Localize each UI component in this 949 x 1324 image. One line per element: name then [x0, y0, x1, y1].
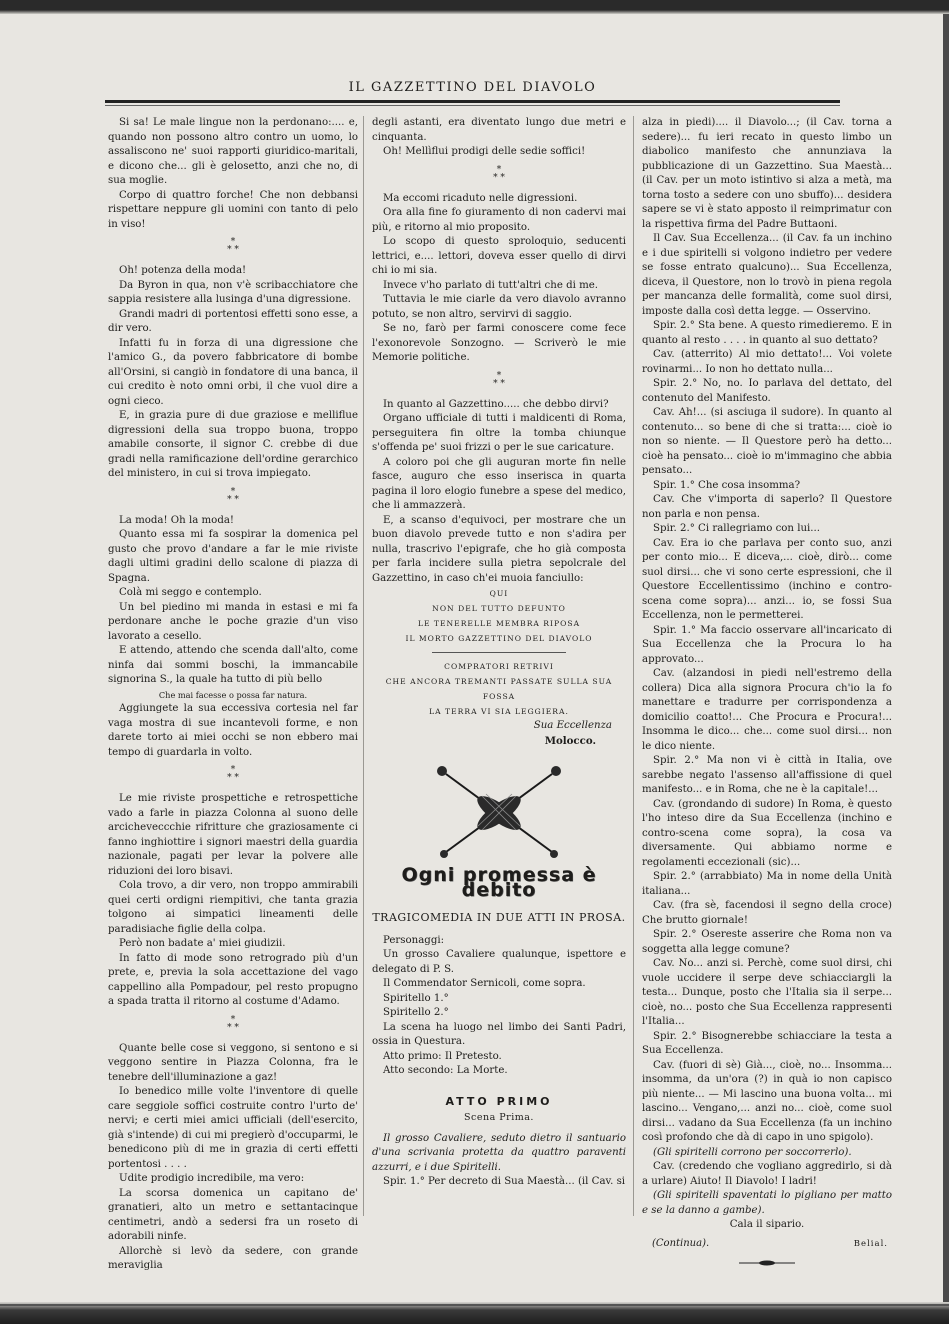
paragraph: Colà mi seggo e contemplo. [119, 587, 262, 598]
page-top-edge [0, 0, 949, 14]
asterism-ornament: * * * [227, 486, 239, 505]
scene-heading: Scena Prima. [464, 1112, 534, 1123]
crossed-tridents-icon [424, 762, 574, 862]
paragraph: Io benedico mille volte l'inventore di quelle care seggiole soffici costruite contro l'urto de' nervi; e certi miei amici ufficiali (dell'esercito, già s'intende) di cui mi pregierò d'occuparmi, le benedicono più di me in grazia di certi effetti portentosi . . . . [108, 1086, 358, 1170]
paragraph: Grandi madri di portentosi effetti sono esse, a dir vero. [108, 308, 358, 334]
signature-name: Molocco. [544, 734, 596, 747]
paragraph: Lo scopo di questo sproloquio, seducenti lettrici, e.... lettori, doveva esser quello di dirvi chi io mi sia. [372, 236, 626, 276]
paragraph: Un bel piedino mi manda in estasi e mi fa perdonare anche le poche grazie d'un viso lavorato a cesello. [108, 601, 358, 642]
dialogue-line: Cav. Ah!... (si asciuga il sudore). In quanto al contenuto... so bene di che si tratta:... cioè io non so niente. — Il Questore però ha detto... cioè ha pensato... cioè io m'immagino che abbia pensato... [642, 407, 892, 476]
paragraph: Invece v'ho parlato di tutt'altri che di me. [383, 279, 599, 291]
masthead-rule-thin [105, 105, 840, 106]
dialogue-line: Cav. (grondando di sudore) In Roma, è questo l'ho inteso dire da Sua Eccellenza (inchino e contro-scena come sopra), la cosa va diversamente. Qui abbiamo norme e regolamenti eccezionali (sic)... [642, 798, 892, 868]
cast-entry: Un grosso Cavaliere qualunque, ispettore e delegato di P. S. [372, 949, 626, 975]
stage-direction: (Gli spiritelli corrono per soccorrerlo). [653, 1146, 852, 1158]
epigraph-divider [432, 652, 566, 653]
cast-entry: Il Commendator Sernicoli, come sopra. [383, 978, 586, 989]
column-3 [642, 116, 892, 1267]
page-right-edge [943, 14, 949, 1314]
cast-entry: Spiritello 2.° [383, 1007, 449, 1018]
epigraph-line: COMPRATORI RETRIVI [444, 662, 554, 671]
paragraph: Da Byron in qua, non v'è scribacchiatore che sappia resistere alla lusinga d'una digressione. [108, 279, 358, 305]
dialogue-line: alza in piedi).... il Diavolo...; (il Cav. torna a sedere)... fu ieri recato in questo limbo un diabolico manifesto che annunziava la pubblicazione di un Gazzettino. Sua Maestà... (il Cav. per un moto istintivo si alza a metà, ma torna tosto a sedere con uno sbuffo)... desidera sapere se vi è stato apposto il reimprimatur con la rispettiva firma del Padre Buttaoni. [642, 117, 892, 230]
play-subtitle: TRAGICOMEDIA IN DUE ATTI IN PROSA. [372, 911, 626, 924]
dialogue-line: Cav. (credendo che vogliano aggredirlo, si dà a urlare) Aiuto! Il Diavolo! I ladri! [642, 1161, 892, 1187]
epigraph-line: QUI [489, 589, 509, 598]
act-heading: ATTO PRIMO [445, 1094, 553, 1108]
continua-label: (Continua). [652, 1237, 710, 1249]
paragraph: Oh! potenza della moda! [119, 265, 247, 276]
paragraph: Allorchè si levò da sedere, con grande meraviglia [108, 1245, 358, 1271]
column-separator [363, 116, 364, 1216]
paragraph: E attendo, attendo che scenda dall'alto, come ninfa dai sommi boschi, la immancabile signorina S., la quale ha tutto di più bello [108, 645, 358, 685]
paragraph: E, a scanso d'equivoci, per mostrare che un buon diavolo prevede tutto e non s'adira per nulla, trascrivo l'epigrafe, che ho già composta per farla incidere sulla pietra sepolcrale del Gazzettino, in caso ch'ei muoia fanciullo: [372, 514, 626, 584]
dialogue-line: Il Cav. Sua Eccellenza... (il Cav. fa un inchino e i due spiritelli si volgono indietro per vedere se fosse entrato qualcuno)... Sua Eccellenza, diceva, il Questore, non lo trovò in piena regola per mancanza delle formalità, come suol dirsi, imposte dalla così detta legge. — Osservino. [642, 233, 892, 317]
paragraph: Se no, farò per farmi conoscere come fece l'exonorevole Sonzogno. — Scriverò le mie Memorie politiche. [372, 323, 626, 363]
asterism-ornament: * * * [227, 237, 239, 255]
dialogue-line: Cav. (alzandosi in piedi nell'estremo della collera) Dica alla signora Procura ch'io la fo manettare e tradurre per corrispondenza a domicilio coatto!... Che Procura e Procura!... Insomma le dico... che... come suol dirsi... non le dico niente. [642, 668, 892, 752]
dialogue-line: Spir. 2.° Osereste asserire che Roma non va soggetta alla legge comune? [642, 929, 892, 955]
dialogue-line: Spir. 2.° Bisognerebbe schiacciare la testa a Sua Eccellenza. [642, 1030, 892, 1056]
asterism-ornament: * * * [227, 765, 239, 783]
signature-title: Sua Eccellenza [533, 720, 612, 731]
dialogue-line: Spir. 2.° Ma non vi è città in Italia, ove sarebbe negato l'assenso all'affissione di quel manifesto... e in Roma, che ne è la capitale!... [642, 755, 892, 795]
column-1 [108, 116, 358, 1274]
dialogue-line: Spir. 1.° Per decreto di Sua Maestà... (il Cav. si [383, 1176, 626, 1187]
column-separator [633, 116, 634, 1216]
dialogue-line: Cav. (fra sè, facendosi il segno della croce) Che brutto giornale! [642, 900, 892, 926]
epigraph-line: IL MORTO GAZZETTINO DEL DIAVOLO [405, 634, 593, 643]
paragraph: La moda! Oh la moda! [119, 514, 235, 526]
paragraph: Si sa! Le male lingue non la perdonano:.... e, quando non possono altro contro un uomo, lo assaliscono ne' suoi rapporti giuridico-maritali, e dicono che... gli è gelosetto, anzi che no, di sua moglie. [108, 117, 358, 186]
cast-entry: La scena ha luogo nel limbo dei Santi Padri, ossia in Questura. [372, 1021, 626, 1047]
page-bottom-edge [0, 1302, 949, 1324]
paragraph: Corpo di quattro forche! Che non debbansi rispettare neppure gli uomini con tanto di pelo in viso! [108, 189, 358, 230]
epigraph-line: LE TENERELLE MEMBRA RIPOSA [417, 619, 581, 628]
dialogue-line: Spir. 1.° Ma faccio osservare all'incaricato di Sua Eccellenza che la Procura lo ha approvato... [642, 624, 892, 665]
column-2 [372, 116, 626, 1190]
paragraph: Le mie riviste prospettiche e retrospettiche vado a farle in piazza Colonna al suono delle arcicheveccchie rifritture che graziosamente ci fanno inghiottire i signori maestri della guardia nazionale, pagati per levar la polvere alle riduzioni dei loro bisavi. [108, 793, 358, 877]
asterism-ornament: * * * [493, 164, 505, 183]
dialogue-line: Spir. 2.° (arrabbiato) Ma in nome della Unità italiana... [642, 871, 892, 897]
paragraph: In fatto di mode sono retrogrado più d'un prete, e, previa la sola accettazione del vago cappellino alla Pompadour, pel resto propugno a spada tratta il ritorno al costume d'Adamo. [108, 952, 358, 1007]
dialogue-line: Spir. 1.° Che cosa insomma? [653, 479, 801, 491]
paragraph: E, in grazia pure di due graziose e melliflue digressioni della sua troppo buona, troppo amabile consorte, il signor C. crebbe di due gradi nella ramificazione dell'ordine gerarchico del ministero, in cui si trova impiegato. [108, 410, 358, 479]
cast-heading: Personaggi: [383, 934, 445, 946]
cast-entry: Atto primo: Il Pretesto. [383, 1050, 502, 1062]
paragraph: Oh! Mellìflui prodigi delle sedie soffici! [383, 146, 586, 157]
paragraph: Tuttavia le mie ciarle da vero diavolo avranno potuto, se non altro, servirvi di saggio. [372, 294, 626, 320]
paragraph: A coloro poi che gli auguran morte fin nelle fasce, auguro che esso inserisca in quarta pagina il loro elogio funebre a spese del medico, che li ammazzerà. [372, 456, 626, 511]
end-ornament-icon [737, 1259, 797, 1267]
author-name: Belial. [853, 1238, 888, 1249]
cast-entry: Spiritello 1.° [383, 992, 449, 1004]
dialogue-line: Spir. 2.° Ci rallegriamo con lui... [653, 523, 821, 534]
stage-direction: Il grosso Cavaliere, seduto dietro il santuario d'una scrivania protetta da quattro paraventi azzurri, e i due Spiritelli. [372, 1132, 626, 1173]
asterism-ornament: * * * [493, 370, 505, 389]
article-footer [642, 1237, 892, 1252]
paragraph: Udite prodigio incredibile, ma vero: [119, 1173, 305, 1184]
dialogue-line: Cav. Che v'importa di saperlo? Il Questore non parla e non pensa. [642, 494, 892, 520]
paragraph: Infatti fu in forza di una digressione che l'amico G., da povero fabbricatore di bombe all'Orsini, si cangiò in fondatore di una banca, il cui credito è noto omni orbi, il che vuol dire a ogni cieco. [108, 337, 358, 407]
dialogue-line: Cav. No... anzi si. Perchè, come suol dirsi, chi vuole uccidere il serpe deve schiacciargli la testa... Dunque, posto che l'Italia sia il serpe... cioè, no... posto che Sua Eccellenza rappresenti l'Italia... [642, 958, 892, 1027]
paragraph: In quanto al Gazzettino..... che debbo dirvi? [383, 398, 609, 410]
paragraph: Però non badate a' miei giudizii. [119, 938, 286, 949]
dialogue-line: Cav. (atterrito) Al mio dettato!... Voi volete rovinarmi... Io non ho dettato nulla... [642, 349, 892, 375]
paragraph: La scorsa domenica un capitano de' granatieri, alto un metro e settantacinque centimetri, andò a sedersi fra un roseto di adorabili ninfe. [108, 1187, 358, 1242]
stage-direction: (Gli spiritelli spaventati lo pigliano per matto e se la danno a gambe). [642, 1190, 892, 1216]
dialogue-line: Cav. (fuori di sè) Già..., cioè, no... Insomma... insomma, da un'ora (?) in quà io non capisco più niente... — Mi lascino una buona volta... mi lascino... Vengano,... anzi no... cioè, come suol dirsi... vadano da Sua Eccellenza (fa un inchino così profondo che dà di capo in uno spigolo). [642, 1059, 892, 1143]
paragraph: Quante belle cose si veggono, si sentono e si veggono sentire in Piazza Colonna, fra le tenebre dell'illuminazione a gaz! [108, 1042, 358, 1083]
cast-entry: Atto secondo: La Morte. [383, 1065, 508, 1076]
curtain-line: Cala il sipario. [729, 1219, 805, 1230]
play-title: Ogni promessa è debito [401, 864, 597, 901]
epigraph-line: CHE ANCORA TREMANTI PASSATE SULLA SUA FOSSA [385, 677, 613, 701]
paragraph: Ora alla fine fo giuramento di non cadervi mai più, e ritorno al mio proposito. [372, 207, 626, 233]
dialogue-line: Cav. Era io che parlava per conto suo, anzi per conto mio... E diceva,... cioè, dirò... come suol dirsi... che vi sono certe espressioni, che il Questore Eccellentissimo (inchino e contro-scena come sopra)... anzi... io, se fossi Sua Eccellenza, non le permetterei. [642, 537, 892, 621]
dialogue-line: Spir. 2.° Sta bene. A questo rimedieremo. E in quanto al resto . . . . in quanto al suo dettato? [642, 320, 892, 346]
paragraph: Cola trovo, a dir vero, non troppo ammirabili quei certi ordigni riempitivi, che tanta grazia tolgono ai simpatici lineamenti delle paradisiache figlie della colpa. [108, 880, 358, 935]
epigraph-line: NON DEL TUTTO DEFUNTO [432, 604, 566, 613]
epigraph-line: LA TERRA VI SIA LEGGIERA. [429, 707, 569, 716]
paragraph: Quanto essa mi fa sospirar la domenica pel gusto che provo d'andare a far le mie riviste dagli ultimi gradini dello scalone di piazza di Spagna. [108, 529, 358, 584]
verse-quote: Che mai facesse o possa far natura. [158, 689, 308, 700]
paragraph: degli astanti, era diventato lungo due metri e cinquanta. [372, 117, 626, 143]
asterism-ornament: * * * [227, 1014, 239, 1033]
paragraph: Organo ufficiale di tutti i maldicenti di Roma, perseguitera fin oltre la tomba chiunque s'offenda pe' suoi frizzi o per le sue caricature. [372, 413, 626, 453]
masthead-rule [105, 100, 840, 103]
paragraph: Aggiungete la sua eccessiva cortesia nel far vaga mostra di sue incantevoli forme, e non darete torto ai miei occhi se non ebbero mai tempo di guardarla in volto. [108, 703, 358, 758]
masthead: IL GAZZETTINO DEL DIAVOLO [348, 80, 597, 95]
paragraph: Ma eccomi ricaduto nelle digressioni. [383, 192, 578, 204]
dialogue-line: Spir. 2.° No, no. Io parlava del dettato, del contenuto del Manifesto. [642, 378, 892, 404]
